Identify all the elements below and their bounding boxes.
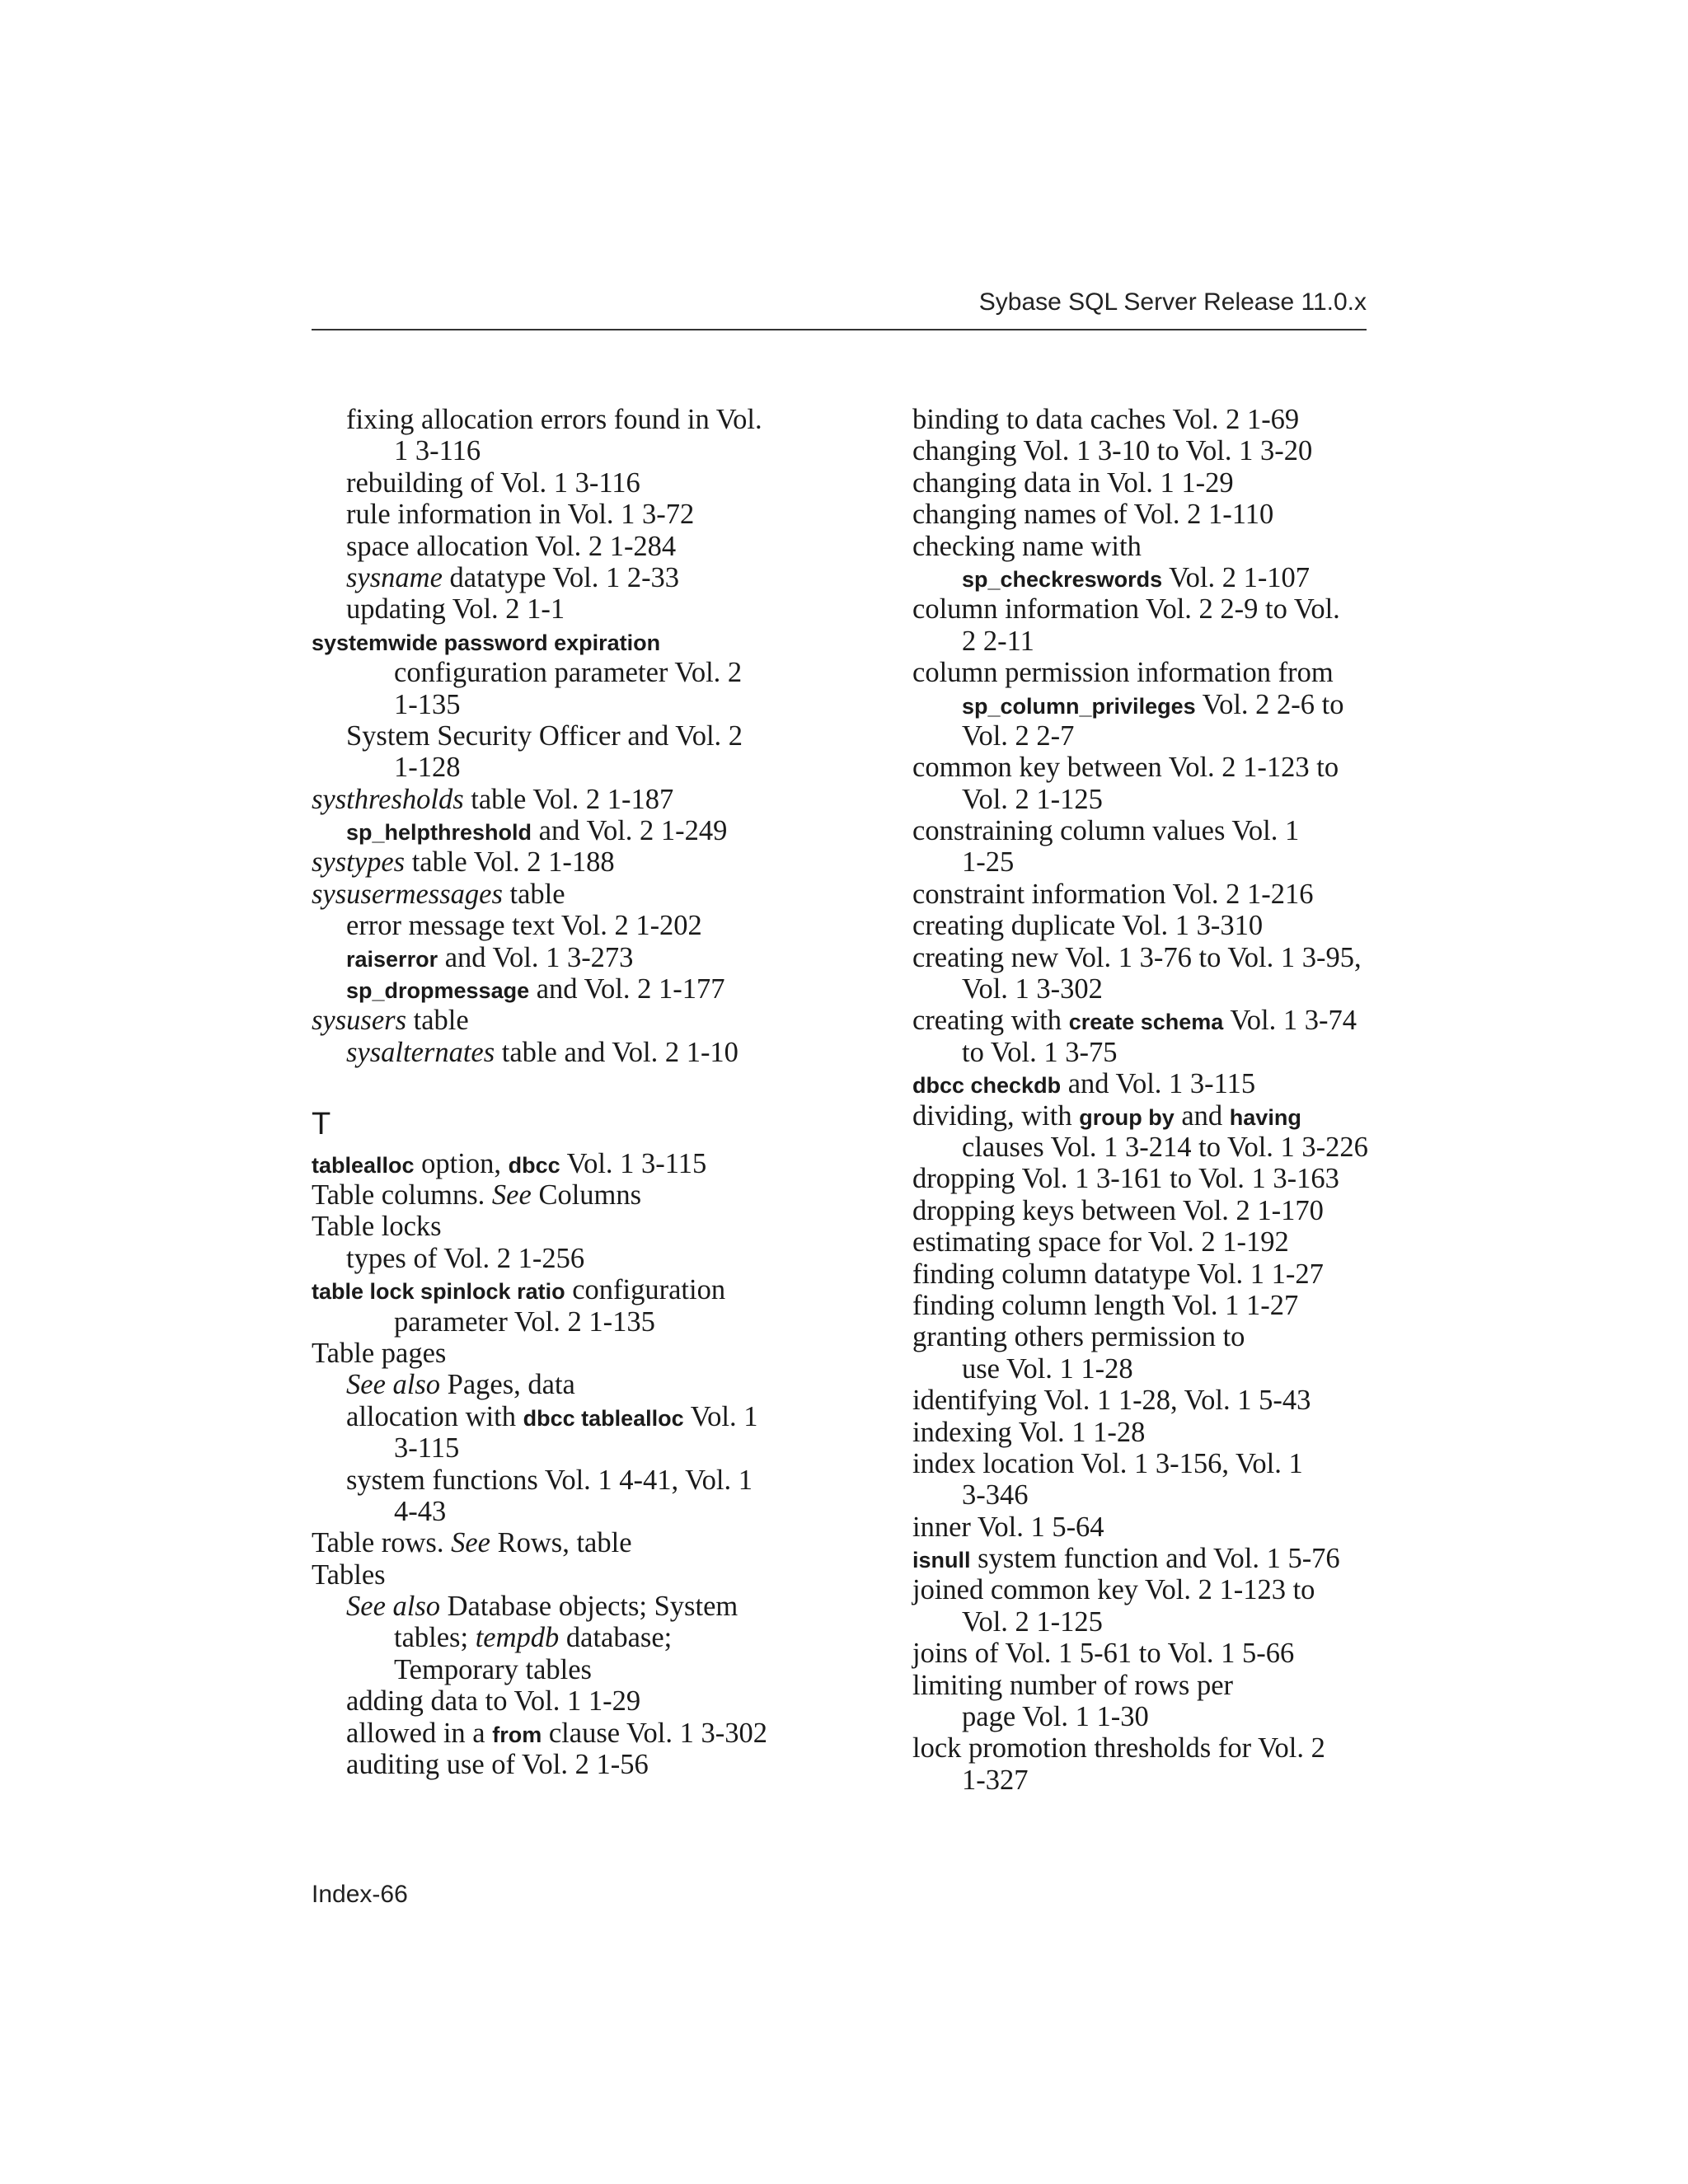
code-term: dbcc <box>508 1152 560 1178</box>
entry-text: inner Vol. 1 5-64 <box>912 1511 1104 1543</box>
entry-text: Vol. 2 2-6 to <box>1195 688 1344 720</box>
entry-text: Vol. 1 3-115 <box>560 1147 707 1179</box>
left-index-entry-line <box>312 626 856 657</box>
left-index-entry-line <box>312 593 856 625</box>
left-index-entry-line <box>312 1432 856 1464</box>
right-index-entry-line <box>912 593 1407 625</box>
right-index-entry-line <box>912 1543 1407 1574</box>
entry-text: lock promotion thresholds for Vol. 2 <box>912 1732 1325 1765</box>
section-gap <box>312 1068 856 1099</box>
entry-text: configuration parameter Vol. 2 <box>394 657 743 689</box>
entry-text: Columns <box>531 1179 642 1211</box>
entry-text: table Vol. 2 1-187 <box>463 783 674 815</box>
entry-text: index location Vol. 1 3-156, Vol. 1 <box>912 1447 1303 1479</box>
right-index-entry-line <box>912 752 1407 783</box>
entry-text: joined common key Vol. 2 1-123 to <box>912 1574 1315 1606</box>
entry-text: 1-327 <box>962 1764 1029 1796</box>
entry-text: and Vol. 1 3-273 <box>438 941 634 973</box>
entry-text: Vol. 1 3-302 <box>962 973 1103 1005</box>
entry-text: allocation with <box>346 1400 523 1432</box>
left-index-entry-line <box>312 1718 856 1749</box>
right-index-entry-line <box>912 879 1407 910</box>
right-index-entry-line <box>912 467 1407 499</box>
left-index-entry-line <box>312 435 856 466</box>
right-index-entry-line <box>912 1321 1407 1352</box>
entry-text: Vol. 1 3-74 <box>1223 1005 1357 1037</box>
running-header: Sybase SQL Server Release 11.0.x <box>978 288 1367 316</box>
entry-text: finding column length Vol. 1 1-27 <box>912 1289 1299 1321</box>
entry-text: 1-25 <box>962 846 1015 879</box>
italic-term: sysname <box>346 561 443 593</box>
entry-text: to Vol. 1 3-75 <box>962 1036 1118 1068</box>
entry-text: 1-128 <box>394 752 461 784</box>
entry-text: Vol. 2 1-125 <box>962 783 1103 815</box>
entry-text: option, <box>414 1147 509 1179</box>
right-index-entry-line <box>912 1701 1407 1732</box>
entry-text: Vol. 2 1-125 <box>962 1605 1103 1638</box>
entry-text: table <box>502 878 565 910</box>
entry-text: clause Vol. 1 3-302 <box>542 1717 767 1749</box>
code-term: sp_dropmessage <box>346 978 530 1004</box>
right-index-entry-line <box>912 846 1407 878</box>
entry-text: estimating space for Vol. 2 1-192 <box>912 1226 1289 1258</box>
right-index-entry-line <box>912 1732 1407 1764</box>
italic-term: sysusermessages <box>312 878 503 910</box>
right-index-entry-line <box>912 689 1407 720</box>
entry-text: checking name with <box>912 530 1142 562</box>
entry-text: Table rows. <box>312 1527 452 1559</box>
left-index-entry-line <box>312 942 856 973</box>
entry-text: indexing Vol. 1 1-28 <box>912 1416 1146 1448</box>
code-term: dbcc checkdb <box>912 1073 1062 1099</box>
right-index-entry-line <box>912 404 1407 435</box>
italic-term: See also <box>346 1591 441 1623</box>
entry-text: common key between Vol. 2 1-123 to <box>912 752 1339 784</box>
right-index-entry-line <box>912 1100 1407 1132</box>
code-term: sp_checkreswords <box>962 566 1163 592</box>
entry-text: 3-115 <box>394 1432 460 1465</box>
right-index-entry-line <box>912 1574 1407 1605</box>
entry-text: tables; <box>394 1622 476 1654</box>
right-index-entry-line <box>912 435 1407 466</box>
entry-text: Rows, table <box>490 1527 632 1559</box>
italic-term: See also <box>346 1369 441 1401</box>
entry-text: and Vol. 2 1-249 <box>532 815 728 847</box>
entry-text: use Vol. 1 1-28 <box>962 1352 1133 1385</box>
left-index-entry-line <box>312 1591 856 1622</box>
left-index-entry-line <box>312 404 856 435</box>
entry-text: error message text Vol. 2 1-202 <box>346 910 702 942</box>
left-index-entry-line <box>312 1306 856 1338</box>
entry-text: Table columns. <box>312 1179 492 1211</box>
header-rule <box>312 329 1367 330</box>
entry-text: space allocation Vol. 2 1-284 <box>346 530 677 562</box>
entry-text: changing names of Vol. 2 1-110 <box>912 499 1274 531</box>
italic-term: sysalternates <box>346 1036 495 1068</box>
entry-text: page Vol. 1 1-30 <box>962 1701 1149 1733</box>
left-index-entry-line <box>312 879 856 910</box>
entry-text: constraint information Vol. 2 1-216 <box>912 878 1314 910</box>
entry-text: 4-43 <box>394 1495 447 1527</box>
entry-text: Table pages <box>312 1337 447 1369</box>
left-index-entry-line <box>312 1559 856 1591</box>
left-index-entry-line <box>312 720 856 752</box>
right-index-entry-line <box>912 720 1407 752</box>
entry-text: finding column datatype Vol. 1 1-27 <box>912 1258 1324 1290</box>
entry-text: Temporary tables <box>394 1653 592 1685</box>
left-index-entry-line <box>312 1148 856 1179</box>
entry-text: parameter Vol. 2 1-135 <box>394 1305 655 1338</box>
section-letter-heading: T <box>312 1106 331 1141</box>
right-index-entry-line <box>912 1385 1407 1416</box>
entry-text: limiting number of rows per <box>912 1669 1234 1701</box>
right-index-entry-line <box>912 1290 1407 1321</box>
left-index-entry-line <box>312 815 856 846</box>
right-index-entry-line <box>912 1638 1407 1669</box>
left-index-entry-line <box>312 499 856 530</box>
entry-text: datatype Vol. 1 2-33 <box>442 561 680 593</box>
entry-text: creating duplicate Vol. 1 3-310 <box>912 910 1264 942</box>
left-index-entry-line <box>312 1465 856 1496</box>
right-index-entry-line <box>912 1195 1407 1226</box>
entry-text: column information Vol. 2 2-9 to Vol. <box>912 593 1340 626</box>
entry-text: column permission information from <box>912 657 1334 689</box>
right-index-entry-line <box>912 1765 1407 1796</box>
left-index-entry-line <box>312 1654 856 1685</box>
left-index-entry-line <box>312 531 856 562</box>
entry-text: joins of Vol. 1 5-61 to Vol. 1 5-66 <box>912 1638 1295 1670</box>
entry-text: fixing allocation errors found in Vol. <box>346 404 762 435</box>
entry-text: and Vol. 1 3-115 <box>1061 1068 1256 1100</box>
left-index-entry-line <box>312 910 856 941</box>
italic-term: See <box>491 1179 532 1211</box>
entry-text: granting others permission to <box>912 1321 1245 1353</box>
left-index-entry-line <box>312 1338 856 1369</box>
right-index-entry-line <box>912 815 1407 846</box>
entry-text: dropping Vol. 1 3-161 to Vol. 1 3-163 <box>912 1163 1339 1195</box>
left-index-entry-line <box>312 1211 856 1242</box>
left-index-entry-line <box>312 562 856 593</box>
entry-text: Vol. 2 2-7 <box>962 719 1075 752</box>
code-term: isnull <box>912 1548 971 1573</box>
left-index-entry-line <box>312 1179 856 1211</box>
right-index-entry-line <box>912 1226 1407 1258</box>
left-index-entry-line <box>312 784 856 815</box>
code-term: sp_helpthreshold <box>346 820 532 846</box>
entry-text: dividing, with <box>912 1099 1080 1132</box>
right-index-entry-line <box>912 1005 1407 1036</box>
italic-term: tempdb <box>475 1622 560 1654</box>
code-term: raiserror <box>346 946 438 972</box>
right-index-entry-line <box>912 910 1407 941</box>
entry-text: creating with <box>912 1005 1069 1037</box>
code-term: group by <box>1079 1104 1175 1130</box>
left-index-entry-line <box>312 1527 856 1558</box>
code-term: from <box>492 1722 542 1747</box>
entry-text: Tables <box>312 1558 386 1591</box>
right-index-entry-line <box>912 1511 1407 1543</box>
right-index-entry-line <box>912 784 1407 815</box>
entry-text: Pages, data <box>440 1369 575 1401</box>
entry-text: configuration <box>565 1274 726 1306</box>
entry-text: Vol. 2 1-107 <box>1162 561 1311 593</box>
left-index-entry-line <box>312 467 856 499</box>
entry-text: 1-135 <box>394 688 461 720</box>
right-index-entry-line <box>912 942 1407 973</box>
entry-text: adding data to Vol. 1 1-29 <box>346 1685 641 1718</box>
italic-term: sysusers <box>312 1005 407 1037</box>
entry-text: binding to data caches Vol. 2 1-69 <box>912 404 1300 435</box>
right-index-entry-line <box>912 1037 1407 1068</box>
entry-text: auditing use of Vol. 2 1-56 <box>346 1749 649 1781</box>
left-index-entry-line <box>312 1369 856 1400</box>
right-index-entry-line <box>912 1606 1407 1638</box>
code-term: having <box>1229 1104 1301 1130</box>
code-term: dbcc tablealloc <box>523 1405 684 1431</box>
left-index-entry-line <box>312 1037 856 1068</box>
right-index-entry-line <box>912 1068 1407 1099</box>
entry-text: 2 2-11 <box>962 625 1034 657</box>
left-index-entry-line <box>312 1496 856 1527</box>
entry-text: creating new Vol. 1 3-76 to Vol. 1 3-95, <box>912 941 1362 973</box>
right-index-entry-line <box>912 1353 1407 1385</box>
left-index-entry-line <box>312 1274 856 1305</box>
entry-text: and Vol. 2 1-177 <box>529 973 725 1005</box>
entry-text: rebuilding of Vol. 1 3-116 <box>346 466 640 499</box>
right-index-entry-line <box>912 626 1407 657</box>
code-term: sp_column_privileges <box>962 693 1196 719</box>
entry-text: table and Vol. 2 1-10 <box>495 1036 738 1068</box>
left-index-entry-line <box>312 846 856 878</box>
right-index-entry-line <box>912 1163 1407 1194</box>
entry-text: table Vol. 2 1-188 <box>405 846 615 879</box>
left-index-entry-line <box>312 1401 856 1432</box>
page-number: Index-66 <box>312 1881 408 1908</box>
code-term: create schema <box>1068 1010 1224 1035</box>
code-term: tablealloc <box>312 1152 415 1178</box>
entry-text: rule information in Vol. 1 3-72 <box>346 499 695 531</box>
italic-term: See <box>451 1527 490 1559</box>
left-index-entry-line <box>312 1749 856 1780</box>
left-index-entry-line <box>312 689 856 720</box>
right-index-entry-line <box>912 1448 1407 1479</box>
right-index-entry-line <box>912 1479 1407 1511</box>
entry-text: 3-346 <box>962 1479 1029 1511</box>
entry-text: identifying Vol. 1 1-28, Vol. 1 5-43 <box>912 1385 1311 1417</box>
entry-text: changing data in Vol. 1 1-29 <box>912 466 1234 499</box>
entry-text: constraining column values Vol. 1 <box>912 815 1300 847</box>
entry-text: updating Vol. 2 1-1 <box>346 593 565 626</box>
entry-text: dropping keys between Vol. 2 1-170 <box>912 1194 1324 1226</box>
entry-text: and <box>1174 1099 1230 1132</box>
entry-text: system function and Vol. 1 5-76 <box>970 1543 1340 1575</box>
left-index-entry-line <box>312 752 856 783</box>
index-column-left <box>312 404 856 1780</box>
entry-text: 1 3-116 <box>394 435 481 467</box>
right-index-entry-line <box>912 499 1407 530</box>
entry-text: System Security Officer and Vol. 2 <box>346 719 743 752</box>
left-index-entry-line <box>312 1243 856 1274</box>
code-term: systemwide password expiration <box>312 630 661 655</box>
left-index-entry-line <box>312 1685 856 1717</box>
entry-text: Database objects; System <box>440 1591 738 1623</box>
right-index-entry-line <box>912 1258 1407 1290</box>
left-index-entry-line <box>312 1005 856 1036</box>
left-index-entry-line <box>312 1622 856 1653</box>
right-index-entry-line <box>912 657 1407 688</box>
entry-text: Table locks <box>312 1211 442 1243</box>
right-index-entry-line <box>912 562 1407 593</box>
right-index-entry-line <box>912 531 1407 562</box>
entry-text: changing Vol. 1 3-10 to Vol. 1 3-20 <box>912 435 1313 467</box>
left-index-entry-line <box>312 973 856 1005</box>
entry-text: Vol. 1 <box>683 1400 758 1432</box>
right-index-entry-line <box>912 973 1407 1005</box>
entry-text: clauses Vol. 1 3-214 to Vol. 1 3-226 <box>962 1131 1368 1163</box>
index-column-right <box>912 404 1407 1796</box>
left-index-entry-line <box>312 657 856 688</box>
right-index-entry-line <box>912 1132 1407 1163</box>
right-index-entry-line <box>912 1670 1407 1701</box>
entry-text: table <box>406 1005 469 1037</box>
right-index-entry-line <box>912 1417 1407 1448</box>
entry-text: system functions Vol. 1 4-41, Vol. 1 <box>346 1464 753 1496</box>
italic-term: systypes <box>312 846 406 879</box>
italic-term: systhresholds <box>312 783 464 815</box>
code-term: table lock spinlock ratio <box>312 1279 565 1305</box>
entry-text: database; <box>559 1622 673 1654</box>
entry-text: allowed in a <box>346 1717 493 1749</box>
entry-text: types of Vol. 2 1-256 <box>346 1242 585 1274</box>
